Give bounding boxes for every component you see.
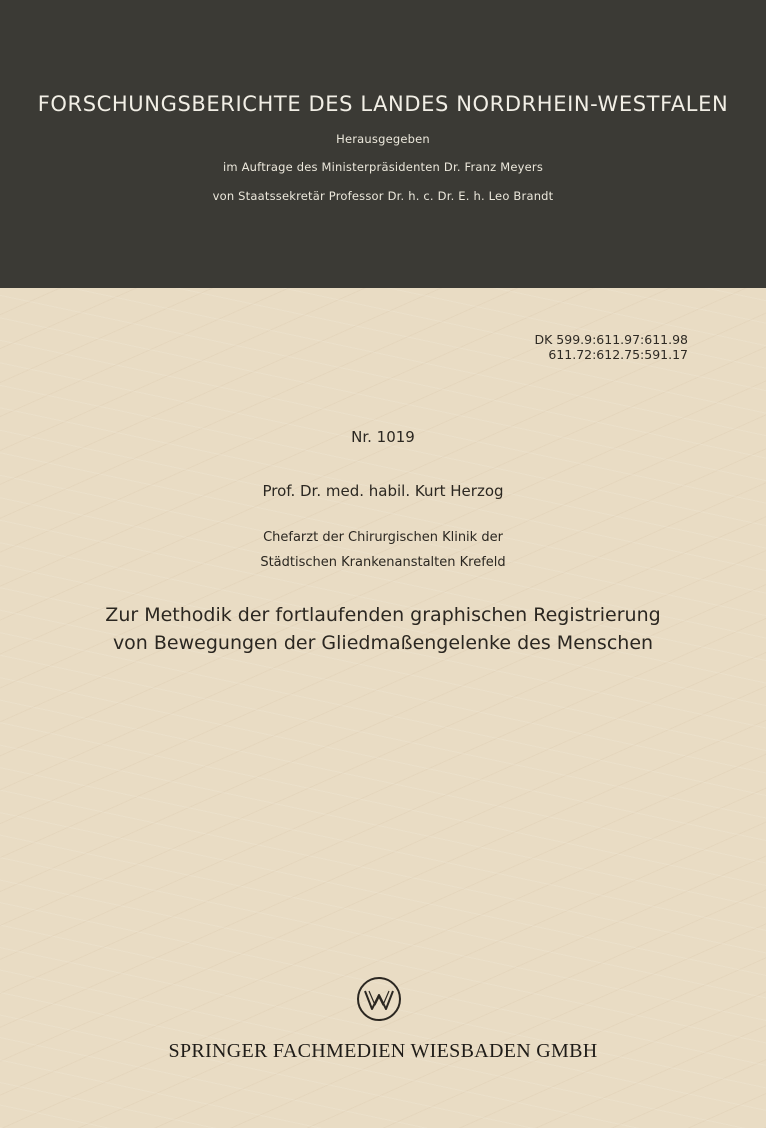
report-number: Nr. 1019 <box>351 428 415 446</box>
springer-fachmedien-w-logo-icon <box>356 976 402 1022</box>
book-title-line-1: Zur Methodik der fortlaufenden graphischen Registrierung <box>105 604 661 626</box>
series-title: FORSCHUNGSBERICHTE DES LANDES NORDRHEIN-WESTFALEN <box>37 92 729 116</box>
book-title-line-2: von Bewegungen der Gliedmaßengelenke des Menschen <box>112 632 654 654</box>
publisher-name: SPRINGER FACHMEDIEN WIESBADEN GMBH <box>168 1040 598 1062</box>
author-name: Prof. Dr. med. habil. Kurt Herzog <box>262 482 504 500</box>
header-band <box>0 0 766 288</box>
editor-line-auftrag: im Auftrage des Ministerpräsidenten Dr. Franz Meyers <box>222 160 544 174</box>
classification-line-1: DK 599.9:611.97:611.98 <box>534 332 688 347</box>
classification-line-2: 611.72:612.75:591.17 <box>548 347 688 362</box>
affiliation-line-2: Städtischen Krankenanstalten Krefeld <box>260 555 506 570</box>
editor-line-herausgegeben: Herausgegeben <box>336 132 430 146</box>
affiliation-line-1: Chefarzt der Chirurgischen Klinik der <box>263 530 503 545</box>
editor-line-staatssekretaer: von Staatssekretär Professor Dr. h. c. Dr. E. h. Leo Brandt <box>212 189 554 203</box>
classification-block <box>535 332 688 362</box>
